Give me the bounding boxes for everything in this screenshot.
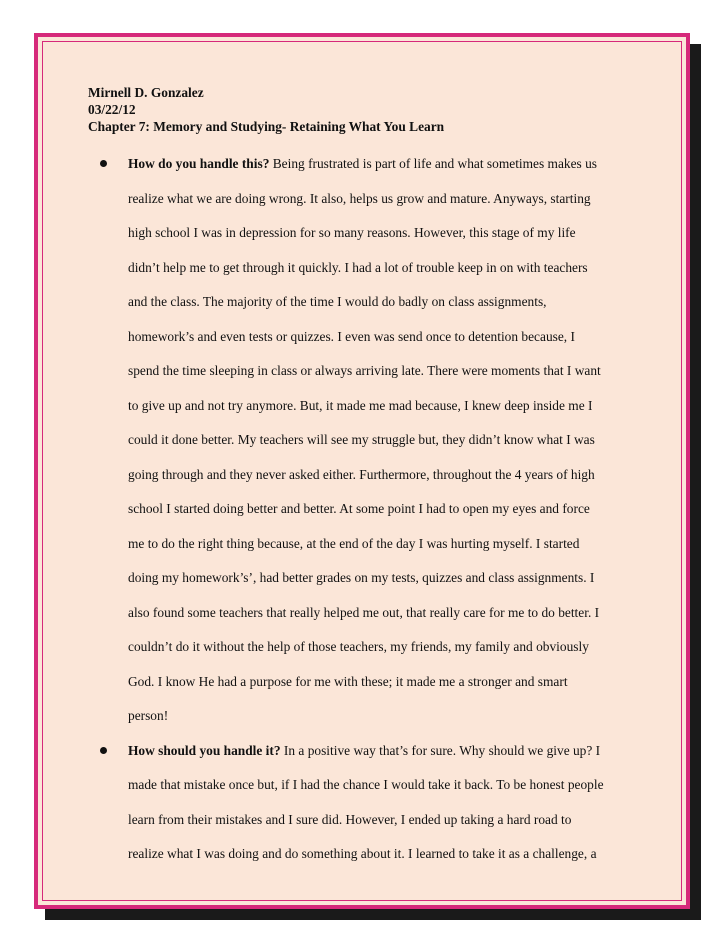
answer-line: me to do the right thing because, at the end of the day I was hurting myself. I started [128, 535, 580, 551]
question-label: How do you handle this? [128, 156, 270, 171]
answer-line: high school I was in depression for so many reasons. However, this stage of my life [128, 225, 576, 240]
answer-line [128, 147, 648, 182]
answer-line [128, 734, 648, 769]
answer-list [88, 147, 648, 872]
chapter-title: Chapter 7: Memory and Studying- Retaining What You Learn [88, 119, 445, 134]
answer-line: didn’t help me to get through it quickly. I had a lot of trouble keep in on with teachers [128, 259, 588, 275]
answer-text: In a positive way that’s for sure. Why should we give up? I [280, 742, 601, 758]
answer-line: learn from their mistakes and I sure did. However, I ended up taking a hard road to [128, 811, 572, 827]
answer-line: going through and they never asked either. Furthermore, throughout the 4 years of high [128, 466, 595, 482]
answer-line: God. I know He had a purpose for me with these; it made me a stronger and smart [128, 673, 568, 689]
answer-line: homework’s and even tests or quizzes. I even was send once to detention because, I [128, 328, 575, 344]
bullet-icon [100, 747, 107, 754]
answer-line: person! [128, 708, 169, 723]
answer-item-should-handle [88, 734, 648, 872]
document-date: 03/22/12 [88, 102, 136, 117]
answer-line: could it done better. My teachers will see my struggle but, they didn’t know what I was [128, 432, 595, 447]
answer-line: couldn’t do it without the help of those teachers, my friends, my family and obviously [128, 639, 589, 654]
answer-line: spend the time sleeping in class or always arriving late. There were moments that I want [128, 363, 601, 378]
answer-line: made that mistake once but, if I had the chance I would take it back. To be honest people [128, 777, 604, 792]
answer-line: also found some teachers that really helped me out, that really care for me to do better. I [128, 604, 600, 620]
answer-line: doing my homework’s’, had better grades on my tests, quizzes and class assignments. I [128, 570, 595, 585]
question-label: How should you handle it? [128, 742, 281, 758]
answer-line: and the class. The majority of the time I would do badly on class assignments, [128, 294, 547, 309]
answer-item-handle-this [88, 147, 648, 734]
answer-line: school I started doing better and better. At some point I had to open my eyes and force [128, 501, 590, 516]
answer-text: Being frustrated is part of life and what sometimes makes us [269, 156, 598, 171]
bullet-icon [100, 160, 107, 167]
answer-line: realize what I was doing and do something about it. I learned to take it as a challenge, a [128, 846, 597, 861]
answer-line: to give up and not try anymore. But, it made me mad because, I knew deep inside me I [128, 397, 593, 413]
author-name: Mirnell D. Gonzalez [88, 85, 204, 100]
document-body [88, 84, 648, 872]
answer-line: realize what we are doing wrong. It also, helps us grow and mature. Anyways, starting [128, 190, 591, 206]
